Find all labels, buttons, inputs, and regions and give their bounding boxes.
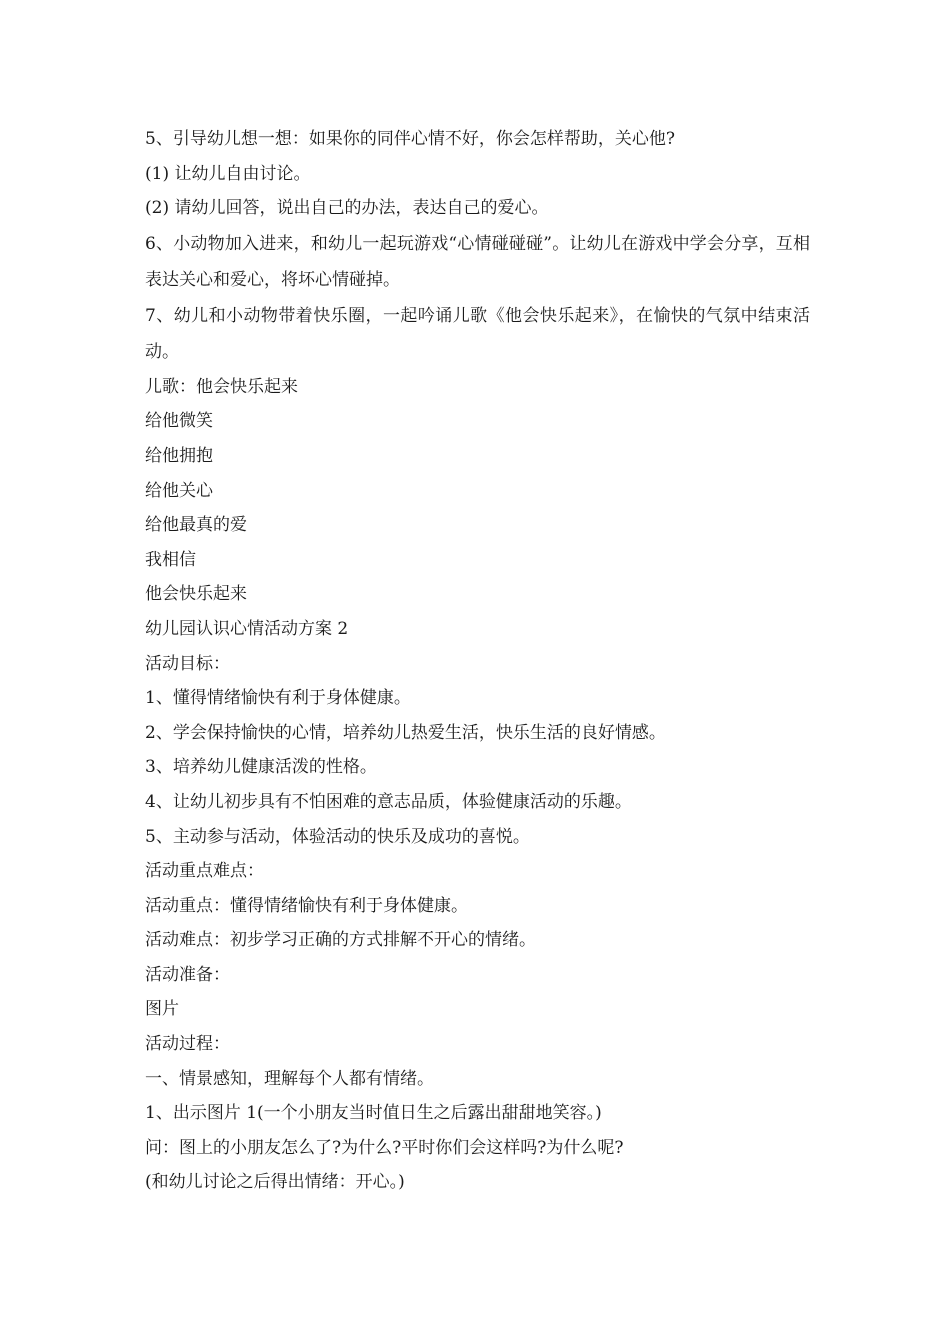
song-line: 我相信 <box>145 549 196 570</box>
heading-key-points: 活动重点难点： <box>145 861 264 882</box>
song-line: 给他微笑 <box>145 411 213 432</box>
song-line: 他会快乐起来 <box>145 584 247 605</box>
goal-item: 1、懂得情绪愉快有利于身体健康。 <box>145 688 411 709</box>
goal-item: 3、培养幼儿健康活泼的性格。 <box>145 757 377 778</box>
document-body <box>145 122 810 1200</box>
process-note: (和幼儿讨论之后得出情绪：开心。) <box>145 1172 405 1193</box>
goal-item: 4、让幼儿初步具有不怕困难的意志品质，体验健康活动的乐趣。 <box>145 791 632 812</box>
song-title: 儿歌：他会快乐起来 <box>145 376 298 397</box>
section-title: 幼儿园认识心情活动方案 2 <box>145 618 349 639</box>
paragraph-sub-2: (2) 请幼儿回答，说出自己的办法，表达自己的爱心。 <box>145 198 549 219</box>
difficulty-point: 活动难点：初步学习正确的方式排解不开心的情绪。 <box>145 930 536 951</box>
song-line: 给他最真的爱 <box>145 515 247 536</box>
goal-item: 5、主动参与活动，体验活动的快乐及成功的喜悦。 <box>145 826 530 847</box>
heading-preparation: 活动准备： <box>145 964 230 985</box>
paragraph-step-7: 7、幼儿和小动物带着快乐圈，一起吟诵儿歌《他会快乐起来》，在愉快的气氛中结束活动。 <box>145 305 810 362</box>
key-point: 活动重点：懂得情绪愉快有利于身体健康。 <box>145 895 468 916</box>
preparation-item: 图片 <box>145 999 179 1020</box>
paragraph-sub-1: (1) 让幼儿自由讨论。 <box>145 163 311 184</box>
paragraph-step-5: 5、引导幼儿想一想：如果你的同伴心情不好，你会怎样帮助，关心他? <box>145 129 675 149</box>
heading-process: 活动过程： <box>145 1034 230 1055</box>
process-step: 1、出示图片 1(一个小朋友当时值日生之后露出甜甜地笑容。) <box>145 1103 602 1124</box>
song-line: 给他拥抱 <box>145 445 213 466</box>
song-line: 给他关心 <box>145 480 213 501</box>
paragraph-step-6: 6、小动物加入进来，和幼儿一起玩游戏“心情碰碰碰”。让幼儿在游戏中学会分享，互相表达关心和爱心，将坏心情碰掉。 <box>145 233 810 290</box>
goal-item: 2、学会保持愉快的心情，培养幼儿热爱生活，快乐生活的良好情感。 <box>145 722 666 743</box>
heading-goals: 活动目标： <box>145 653 230 674</box>
process-question: 问：图上的小朋友怎么了?为什么?平时你们会这样吗?为什么呢? <box>145 1137 624 1158</box>
process-section: 一、情景感知，理解每个人都有情绪。 <box>145 1068 434 1089</box>
